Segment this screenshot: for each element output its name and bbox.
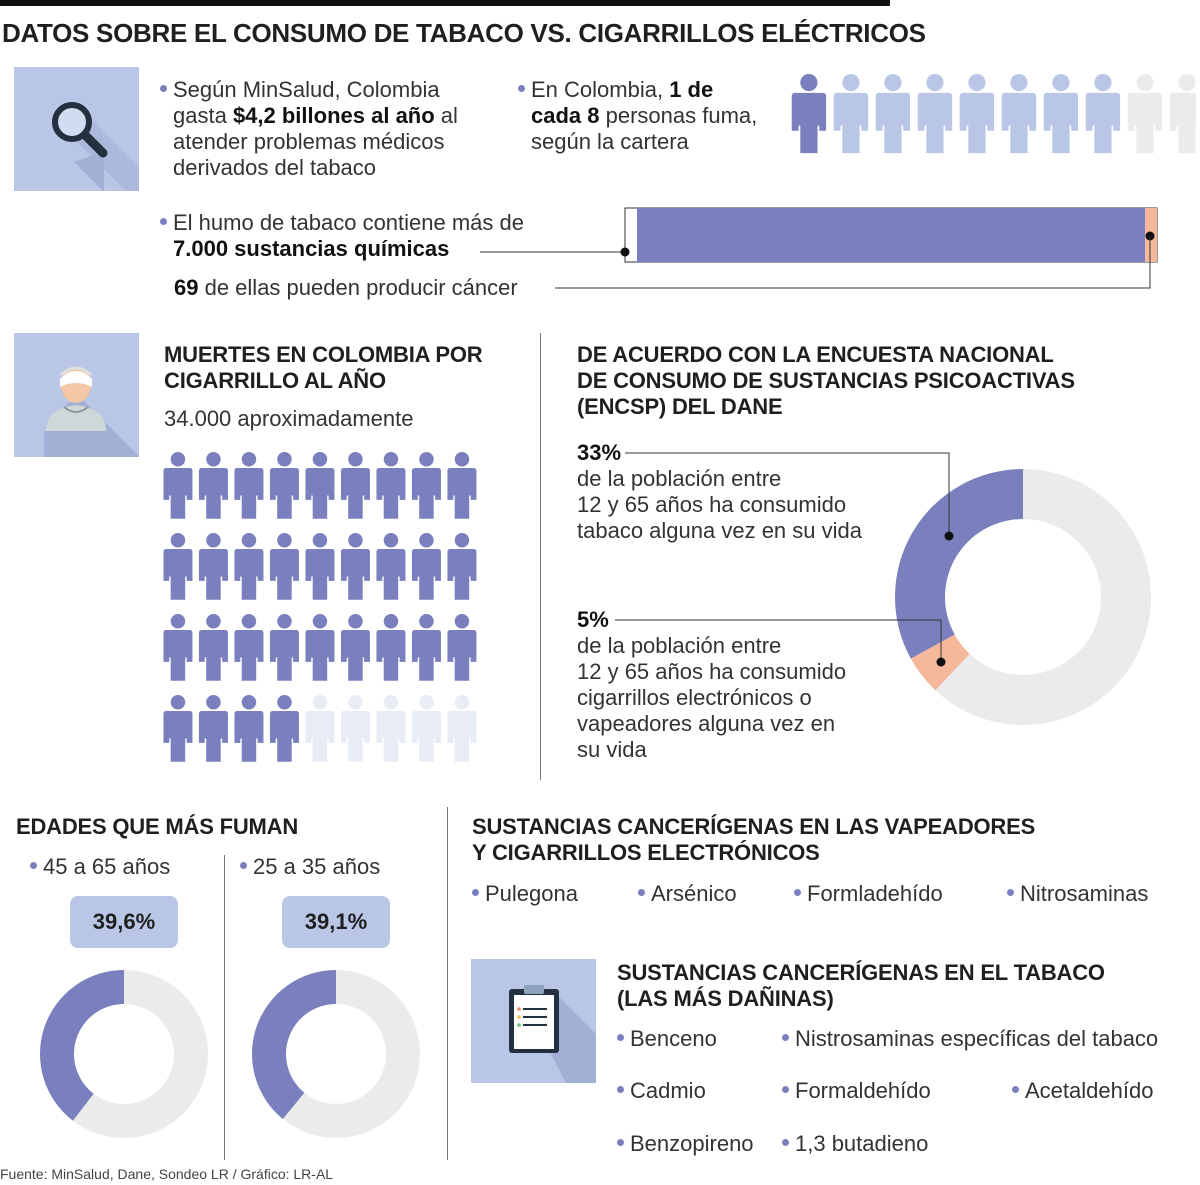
deaths-heading (164, 342, 482, 394)
vape-heading-line: Y CIGARRILLOS ELECTRÓNICOS (472, 840, 820, 865)
tabaco-heading-line: (LAS MÁS DAÑINAS) (617, 986, 834, 1011)
smokers-text (518, 77, 788, 155)
encsp-note-line: cigarrillos electrónicos o (577, 685, 812, 710)
ages-g2-text: 25 a 35 años (253, 854, 381, 879)
minsalud-text (160, 77, 500, 181)
minsalud-line: atender problemas médicos (173, 129, 445, 154)
chemicals-bar-chart (470, 200, 1170, 300)
death-person-icon (305, 695, 334, 762)
death-person-icon (305, 452, 334, 519)
divider (540, 333, 541, 780)
encsp-heading-line: DE CONSUMO DE SUSTANCIAS PSICOACTIVAS (577, 368, 1075, 393)
vape-item (1007, 881, 1148, 907)
death-person-icon (447, 452, 476, 519)
death-person-icon (163, 533, 192, 600)
tabaco-item-text: Benceno (630, 1026, 717, 1051)
chemicals-line: El humo de tabaco contiene más de (173, 210, 525, 235)
encsp-note-line: de la población entre (577, 466, 782, 491)
encsp-note-line: tabaco alguna vez en su vida (577, 518, 862, 543)
donut-slice (252, 970, 336, 1119)
minsalud-line: gasta (173, 103, 233, 128)
death-person-icon (412, 614, 441, 681)
tabaco-item-text: Formaldehído (795, 1078, 931, 1103)
ages-g1-badge: 39,6% (70, 896, 178, 948)
death-person-icon (412, 533, 441, 600)
tabaco-item-text: Cadmio (630, 1078, 706, 1103)
vape-heading-line: SUSTANCIAS CANCERÍGENAS EN LAS VAPEADORES (472, 814, 1036, 839)
death-person-icon (270, 533, 299, 600)
bullet (240, 862, 247, 869)
encsp-note-line: su vida (577, 737, 647, 762)
encsp-heading-line: (ENCSP) DEL DANE (577, 394, 783, 419)
magnifier-icon-box (14, 67, 139, 191)
minsalud-line: derivados del tabaco (173, 155, 377, 180)
smoker-person-icon (1044, 74, 1078, 153)
smoker-person-icon (792, 74, 826, 153)
smoker-person-icon (1128, 74, 1162, 153)
encsp-note-line: 12 y 65 años ha consumido (577, 659, 847, 684)
vape-item-text: Pulegona (485, 881, 578, 906)
death-person-icon (199, 452, 228, 519)
vape-item (638, 881, 737, 907)
carcinogen-count: 69 (174, 275, 199, 300)
deaths-heading-line: MUERTES EN COLOMBIA POR (164, 342, 483, 367)
death-person-icon (305, 614, 334, 681)
death-person-icon (376, 614, 405, 681)
chemicals-total: 7.000 sustancias químicas (173, 236, 450, 261)
death-person-icon (376, 695, 405, 762)
bullet (617, 1139, 624, 1146)
top-rule (0, 0, 890, 6)
bullet (30, 862, 37, 869)
bullet (1012, 1086, 1019, 1093)
ages-g1-donut (38, 968, 210, 1140)
smoker-person-icon (918, 74, 952, 153)
smokers-line: En Colombia, (531, 77, 670, 102)
smokers-people-chart (786, 72, 1196, 156)
ages-g2-badge: 39,1% (282, 896, 390, 948)
leader-line (615, 620, 941, 662)
smoker-person-icon (834, 74, 868, 153)
leader-dot (621, 248, 630, 257)
leader-line (625, 453, 949, 536)
encsp-donut-chart (570, 440, 1190, 740)
smoker-person-icon (876, 74, 910, 153)
bullet (782, 1139, 789, 1146)
bullet (794, 889, 801, 896)
bullet (617, 1086, 624, 1093)
death-person-icon (412, 695, 441, 762)
donut-slice-tobacco (895, 469, 1023, 659)
death-person-icon (234, 533, 263, 600)
death-person-icon (163, 614, 192, 681)
tabaco-item (782, 1026, 1158, 1052)
tabaco-item (1012, 1078, 1153, 1104)
tabaco-heading-line: SUSTANCIAS CANCERÍGENAS EN EL TABACO (617, 960, 1105, 985)
ages-g2-label (240, 854, 380, 880)
encsp-note-line: vapeadores alguna vez en (577, 711, 836, 736)
source-note: Fuente: MinSalud, Dane, Sondeo LR / Gráfico: LR-AL (0, 1166, 334, 1182)
vape-heading (472, 814, 1035, 866)
death-person-icon (199, 614, 228, 681)
smoker-person-icon (1086, 74, 1120, 153)
bullet (782, 1034, 789, 1041)
leader-dot (945, 532, 954, 541)
death-person-icon (447, 614, 476, 681)
page-title: DATOS SOBRE EL CONSUMO DE TABACO VS. CIGARRILLOS ELÉCTRICOS (2, 18, 926, 48)
minsalud-line: al (434, 103, 458, 128)
clipboard-icon (471, 959, 596, 1083)
deaths-people-chart (160, 450, 510, 770)
smokers-line: según la cartera (531, 129, 689, 154)
ages-g2-donut (250, 968, 422, 1140)
tabaco-item (617, 1131, 754, 1157)
bullet (782, 1086, 789, 1093)
tabaco-item-text: Benzopireno (630, 1131, 754, 1156)
minsalud-line: Según MinSalud, Colombia (173, 77, 440, 102)
death-person-icon (270, 614, 299, 681)
death-person-icon (199, 533, 228, 600)
tabaco-item-text: Nistrosaminas específicas del tabaco (795, 1026, 1159, 1051)
vape-item-text: Arsénico (651, 881, 737, 906)
vape-item-text: Formladehído (807, 881, 943, 906)
bullet (160, 218, 167, 225)
patient-icon (14, 333, 139, 457)
divider (447, 807, 448, 1160)
bullet (638, 889, 645, 896)
death-person-icon (341, 614, 370, 681)
tabaco-heading (617, 960, 1105, 1012)
encsp-tobacco-pct: 33% (577, 440, 622, 465)
smokers-ratio: cada 8 (531, 103, 600, 128)
smoker-person-icon (1170, 74, 1196, 153)
magnifier-icon (14, 67, 139, 191)
death-person-icon (412, 452, 441, 519)
death-person-icon (447, 533, 476, 600)
carcinogen-line: de ellas pueden producir cáncer (198, 275, 518, 300)
death-person-icon (376, 533, 405, 600)
encsp-heading-line: DE ACUERDO CON LA ENCUESTA NACIONAL (577, 342, 1054, 367)
patient-icon-box (14, 333, 139, 457)
deaths-heading-line: CIGARRILLO AL AÑO (164, 368, 386, 393)
death-person-icon (447, 695, 476, 762)
vape-item (472, 881, 578, 907)
death-person-icon (305, 533, 334, 600)
encsp-note-line: 12 y 65 años ha consumido (577, 492, 847, 517)
tabaco-item-text: 1,3 butadieno (795, 1131, 929, 1156)
death-person-icon (341, 533, 370, 600)
tabaco-item (782, 1078, 931, 1104)
ages-heading: EDADES QUE MÁS FUMAN (16, 814, 299, 839)
tabaco-item (782, 1131, 928, 1157)
smoker-person-icon (1002, 74, 1036, 153)
death-person-icon (270, 695, 299, 762)
death-person-icon (270, 452, 299, 519)
vape-item (794, 881, 943, 907)
bullet (1007, 889, 1014, 896)
encsp-vape-pct: 5% (577, 607, 609, 632)
deaths-count: 34.000 aproximadamente (164, 406, 414, 431)
death-person-icon (341, 452, 370, 519)
bar-total (637, 208, 1145, 262)
death-person-icon (163, 695, 192, 762)
tabaco-item (617, 1026, 717, 1052)
carcinogen-text (174, 275, 518, 301)
death-person-icon (199, 695, 228, 762)
ages-g1-text: 45 a 65 años (43, 854, 171, 879)
tabaco-item (617, 1078, 706, 1104)
death-person-icon (376, 452, 405, 519)
bullet (617, 1034, 624, 1041)
bullet (518, 85, 525, 92)
smokers-line: personas fuma, (599, 103, 758, 128)
clipboard-icon-box (471, 959, 596, 1083)
bullet (472, 889, 479, 896)
death-person-icon (234, 452, 263, 519)
divider (224, 855, 225, 1160)
vape-item-text: Nitrosaminas (1020, 881, 1149, 906)
donut-slice (40, 970, 124, 1121)
encsp-note-line: de la población entre (577, 633, 782, 658)
death-person-icon (341, 695, 370, 762)
encsp-heading (577, 342, 1075, 420)
minsalud-amount: $4,2 billones al año (232, 103, 435, 128)
smokers-ratio: 1 de (669, 77, 714, 102)
leader-dot (937, 658, 946, 667)
bullet (160, 85, 167, 92)
death-person-icon (234, 695, 263, 762)
death-person-icon (163, 452, 192, 519)
smoker-person-icon (960, 74, 994, 153)
ages-g1-label (30, 854, 170, 880)
death-person-icon (234, 614, 263, 681)
tabaco-item-text: Acetaldehído (1025, 1078, 1154, 1103)
